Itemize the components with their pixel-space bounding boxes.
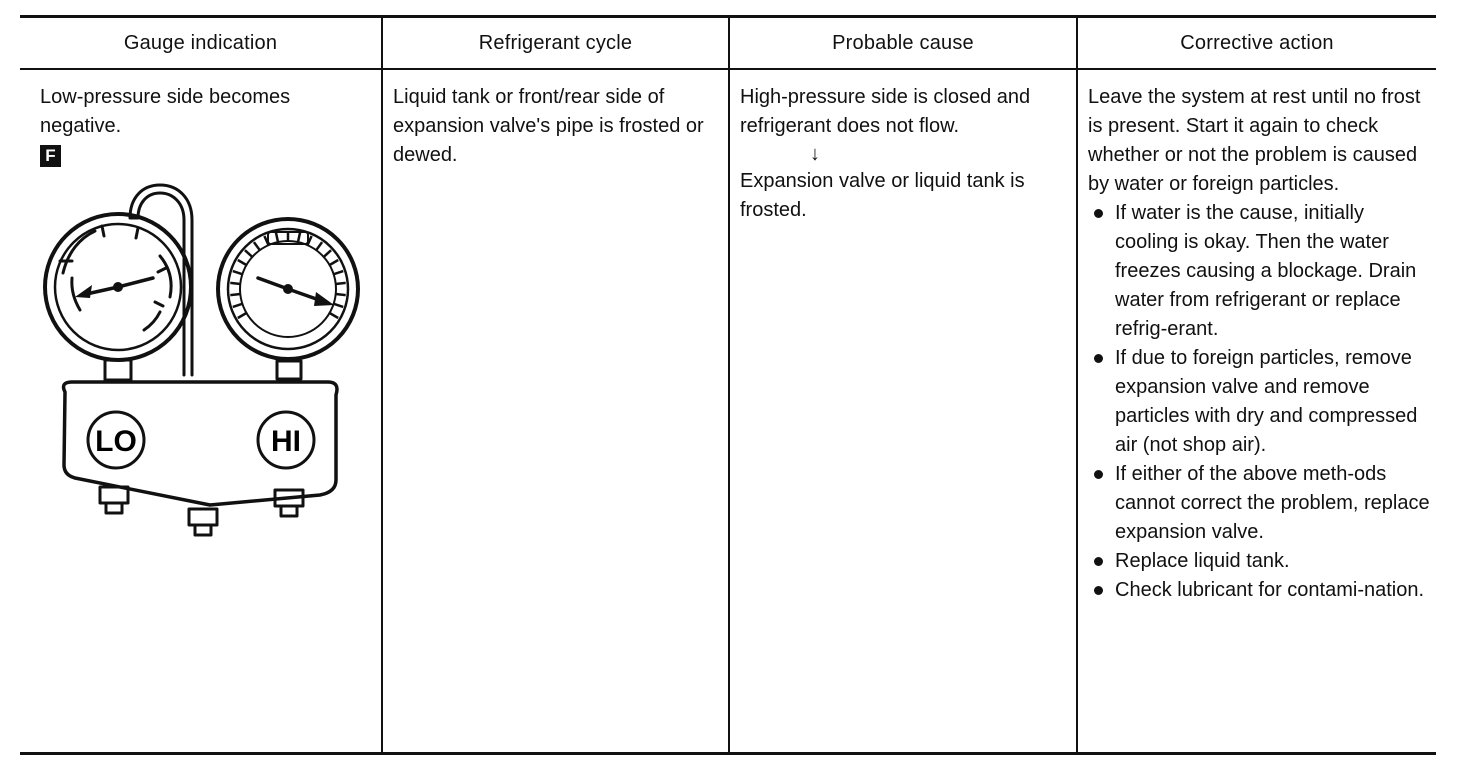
dial-tick bbox=[324, 250, 331, 257]
header-probable-cause: Probable cause bbox=[730, 18, 1076, 70]
corrective-action-intro: Leave the system at rest until no frost is present. Start it again to check whether or not the problem is caused by water or foreign particles. bbox=[1088, 86, 1421, 195]
probable-cause-cell bbox=[730, 70, 1076, 225]
dial-tick bbox=[336, 283, 346, 284]
list-item: Check lubricant for contami-nation. bbox=[1088, 576, 1430, 605]
dial-tick bbox=[276, 232, 278, 242]
dial-tick bbox=[334, 271, 344, 274]
dial-tick bbox=[334, 304, 344, 307]
dial-tick bbox=[336, 294, 346, 295]
header-corrective-action: Corrective action bbox=[1078, 18, 1436, 70]
refrigerant-cycle-cell: Liquid tank or front/rear side of expansion valve's pipe is frosted or dewed. bbox=[393, 86, 704, 166]
down-arrow-icon: ↓ bbox=[810, 143, 820, 165]
list-item: If either of the above meth-ods cannot correct the problem, replace expansion valve. bbox=[1088, 460, 1430, 547]
lo-label: LO bbox=[95, 425, 137, 458]
dial-tick bbox=[238, 260, 247, 265]
dial-tick bbox=[298, 232, 300, 242]
header-refrigerant-cycle: Refrigerant cycle bbox=[383, 18, 728, 70]
gauge-indication-text: Low-pressure side becomes negative. bbox=[40, 86, 291, 137]
dial-tick bbox=[245, 250, 252, 257]
dial-tick bbox=[233, 271, 243, 274]
list-item: If water is the cause, initially cooling is okay. Then the water freezes causing a blockage. Drain water from refrigerant or replace refrig-erant. bbox=[1088, 199, 1430, 344]
probable-cause-text: High-pressure side is closed and refrigerant does not flow. bbox=[740, 86, 1031, 137]
dial-tick bbox=[238, 313, 247, 318]
dial-tick bbox=[233, 304, 243, 307]
dial-tick bbox=[316, 242, 322, 250]
header-gauge-indication: Gauge indication bbox=[20, 18, 381, 70]
probable-cause-column bbox=[728, 18, 1076, 752]
dial-tick bbox=[330, 313, 339, 318]
dial-tick bbox=[230, 283, 240, 284]
list-item: If due to foreign particles, remove expansion valve and remove particles with dry and compressed air (not shop air). bbox=[1088, 344, 1430, 460]
list-item: Replace liquid tank. bbox=[1088, 547, 1430, 576]
corrective-action-cell bbox=[1078, 70, 1436, 605]
gauge-indication-cell bbox=[20, 70, 381, 170]
corrective-action-column bbox=[1076, 18, 1436, 752]
manifold-gauge-illustration bbox=[20, 160, 360, 540]
dial-tick bbox=[254, 242, 260, 250]
dial-tick bbox=[230, 294, 240, 295]
hi-label: HI bbox=[271, 425, 301, 458]
dial-tick bbox=[330, 260, 339, 265]
figure-badge: F bbox=[40, 145, 61, 167]
refrigerant-cycle-column bbox=[381, 18, 728, 752]
probable-cause-result: Expansion valve or liquid tank is frosted. bbox=[740, 170, 1025, 221]
corrective-action-list bbox=[1088, 199, 1430, 605]
